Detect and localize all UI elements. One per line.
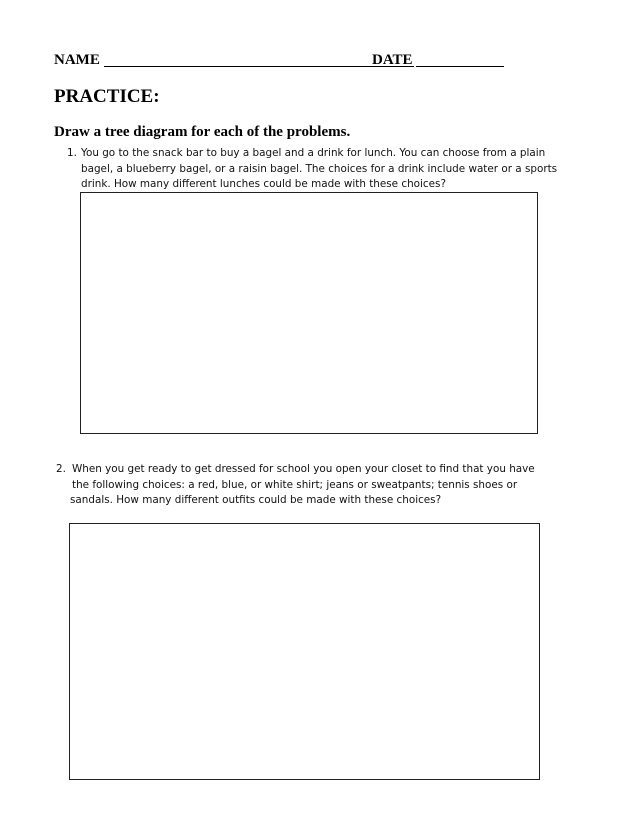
problem-text-line: When you get ready to get dressed for school you open your closet to find that you have xyxy=(72,463,535,475)
problem-1 xyxy=(67,146,557,193)
problem-text-line: bagel, a blueberry bagel, or a raisin bagel. The choices for a drink include water or a sports xyxy=(81,162,558,175)
problem-2 xyxy=(56,462,535,509)
answer-box-1[interactable] xyxy=(80,192,538,434)
instructions: Draw a tree diagram for each of the problems. xyxy=(54,124,351,140)
problem-text-line: You go to the snack bar to buy a bagel and a drink for lunch. You can choose from a plain xyxy=(81,147,546,159)
problem-text-line: drink. How many different lunches could be made with these choices? xyxy=(81,178,446,190)
problem-text-line: sandals. How many different outfits could be made with these choices? xyxy=(70,494,442,506)
problem-text-line: the following choices: a red, blue, or white shirt; jeans or sweatpants; tennis shoes or xyxy=(72,478,518,491)
problem-number: 2. xyxy=(56,463,66,475)
date-label: DATE xyxy=(372,52,413,68)
problem-number: 1. xyxy=(67,147,77,159)
name-blank-line[interactable] xyxy=(104,52,414,67)
name-date-header xyxy=(54,52,514,74)
page-title: PRACTICE: xyxy=(54,86,160,107)
name-label: NAME xyxy=(54,52,100,68)
answer-box-2[interactable] xyxy=(69,523,540,780)
date-blank-line[interactable] xyxy=(416,52,504,67)
